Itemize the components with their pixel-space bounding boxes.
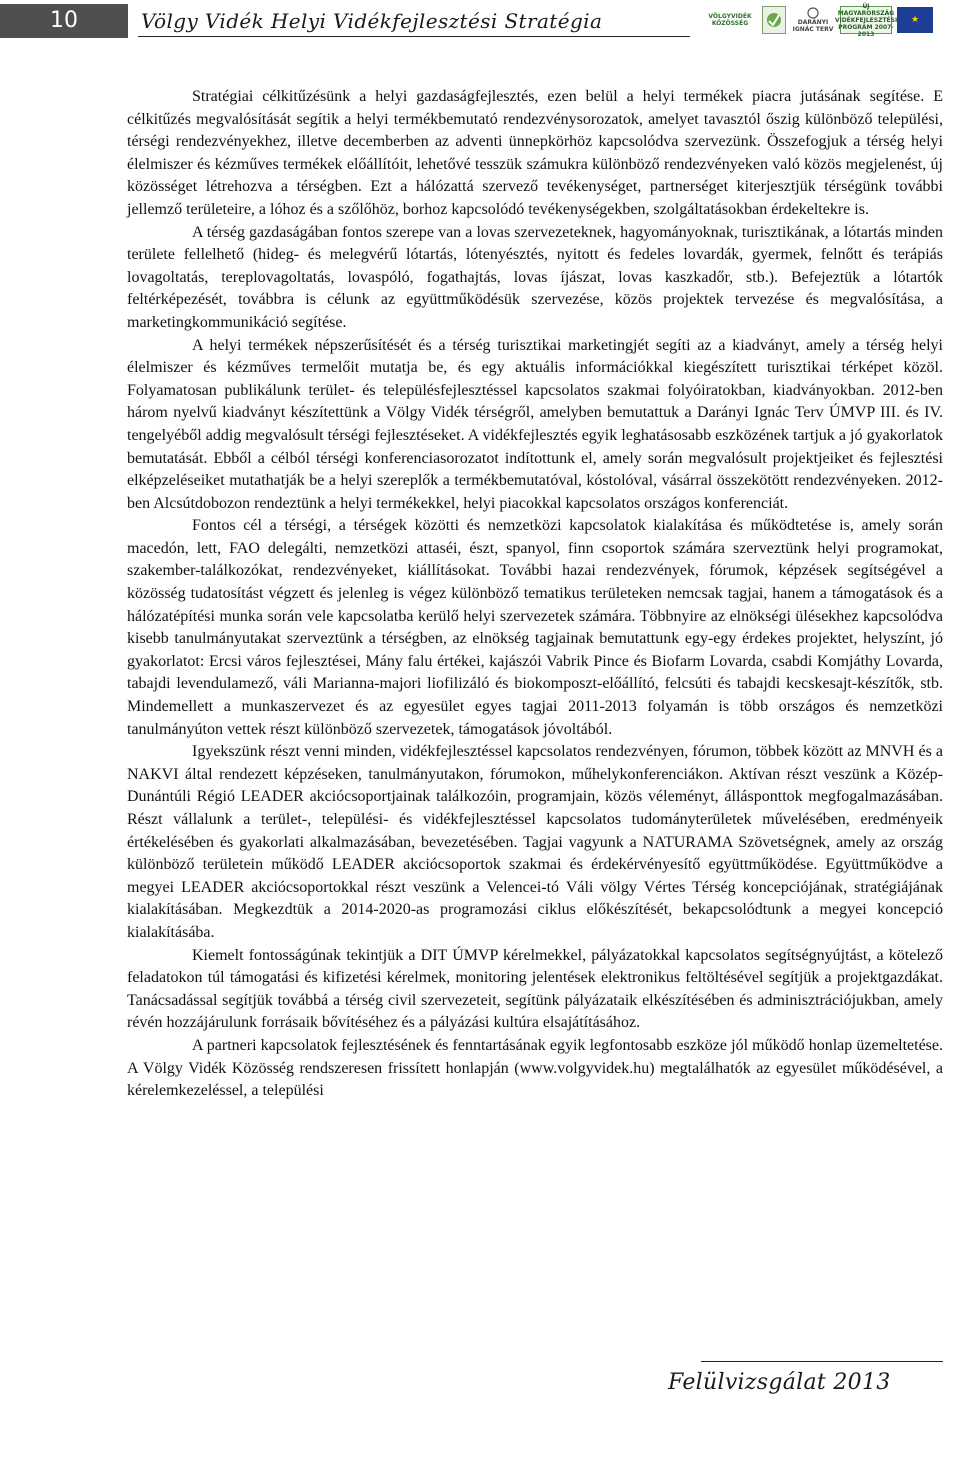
header-divider xyxy=(138,36,690,37)
uj-magyarorszag-logo: ÚJ MAGYARORSZÁG VIDÉKFEJLESZTÉSI PROGRAM 2007-2013 xyxy=(834,2,898,38)
paragraph: Fontos cél a térségi, a térségek közötti és nemzetközi kapcsolatok kialakítása és működtetése is, amely során macedón, lett, FAO delegálti, nemzetközi attaséi, észt, spanyol, finn csoportok számára szerveztünk helyi programokat, szakember-találkozókat, rendezvényeket, kiállításokat. További hazai rendezvények, fórumok, képzések segítségével a közösség tudatosítást végzett és jelenleg is végez különböző tematikus területeken nemcsak tagjai, hanem a támogatások és a hálózatépítési munka során vele kapcsolatba kerülő helyi szervezetek számára. Többnyire az elnökségi ülésekhez kapcsolódva kisebb tanulmányutakat szerveztünk a térségben, az elnökség tagjainak bemutattunk egy-egy érdekes projektet, helyszínt, jó gyakorlatot: Ercsi város fejlesztései, Mány falu értékei, kajászói Vabrik Pince és Biofarm Lovarda, csabdi Komjáthy Lovarda, tabajdi levendulamező, váli Marianna-majori liofilizáló és biokomposzt-előállító, felcsúti és tabajdi kecskesajt-készítők, stb. Mindemellett a munkaszervezet és az egyesület egyes tagjai 2011-2013 folyamán is több országos és nemzetközi tanulmányúton vettek részt különböző szervezetek, támogatások jóvoltából. xyxy=(127,517,943,738)
eu-flag-icon: ★ xyxy=(897,7,933,33)
footer-label: Felülvizsgálat 2013 xyxy=(668,1370,891,1395)
body-text xyxy=(127,86,943,1103)
volgyvidek-logo: VÖLGYVIDÉK KÖZÖSSÉG xyxy=(708,13,752,27)
daranyi-logo-text: DARÁNYI IGNÁC TERV xyxy=(792,19,834,33)
paragraph: A térség gazdaságában fontos szerepe van a lovas szervezeteknek, hagyományoknak, turisztikának, a lótartás minden területe fellelhető (hideg- és melegvérű lótartás, lótenyésztés, nyitott és fedeles lovardák, gyermek, felnőtt és terápiás lovagoltatás, tereplovagoltatás, lovaspóló, fogathajtás, lovas íjászat, lovas kaszkadőr, stb.). Befejeztük a lótartók feltérképezését, továbbra is célunk az együttműködésük szervezése, közös projektek tervezése és megvalósítása, a marketingkommunikáció segítése. xyxy=(127,223,943,331)
paragraph: A helyi termékek népszerűsítését és a térség turisztikai marketingjét segíti az a kiadványt, amely a térség helyi élelmiszer és kézműves termelőit mutatja be, és egy aktuális információkkal kiegészített turisztikai térképet közöl. Folyamatosan publikálunk terület- és településfejlesztéssel kapcsolatos szakmai folyóiratokban, kiadványokban. 2012-ben három nyelvű kiadványt készítettünk a Völgy Vidék térségről, amelyben bemutattuk a Darányi Ignác Terv ÚMVP III. és IV. tengelyéből addig megvalósult térségi fejlesztéseket. A vidékfejlesztés egyik leghatásosabb eszközének tartjuk a jó gyakorlatok bemutatását. Ebből a célból térségi konferenciasorozatot indítottunk el, amely során megvalósult projektjeiket és fejlesztési elképzeléseiket mutathatják be a helyi szereplők a termékbemutatóval, kóstolóval, vásárral összekötött rendezvényeken. 2012-ben Alcsútdobozon rendeztünk a helyi termékekkel, helyi piacokkal kapcsolatos országos konferenciát. xyxy=(127,336,943,512)
document-title: Völgy Vidék Helyi Vidékfejlesztési Stratégia xyxy=(141,9,603,33)
logo-strip xyxy=(703,2,933,38)
paragraph: Stratégiai célkitűzésünk a helyi gazdaságfejlesztés, ezen belül a helyi termékek piacra jutásának segítése. E célkitűzés megvalósítását segítik a helyi termékbemutató rendezvénysorozatok, amelyet tavasztól őszig különböző települési, térségi rendezvényekhez, illetve decemberben az adventi ünnepkörhöz kapcsolódva szervezünk. Összefogjuk a térség helyi élelmiszer és kézműves termékek előállítóit, lehetővé tesszük számukra különböző rendezvényeken való közös megjelenést, új közösséget létrehozva a térségben. Ezt a hálózattá szervező tevékenységet, partnerséget kiterjesztjük térségünk további jellemző területeire, a lóhoz és a szőlőhöz, borhoz kapcsolódó tevékenységekben, szolgáltatásokban érdekeltekre is. xyxy=(127,88,943,218)
page-header xyxy=(0,0,960,44)
leader-logo xyxy=(762,6,786,34)
daranyi-ignac-terv-logo xyxy=(791,7,835,33)
paragraph: Kiemelt fontosságúnak tekintjük a DIT ÚMVP kérelmekkel, pályázatokkal kapcsolatos segítségnyújtást, a kötelező feladatokon túl támogatási és kifizetési kérelmek, monitoring jelentések elektronikus feltöltésével segítjük a projektgazdákat. Tanácsadással segítjük továbbá a térség civil szervezeteit, segítünk pályázataik elkészítésében és adminisztrációjukban, amely révén hozzájárulunk forrásaik bővítéséhez és a pályázási kultúra elsajátításához. xyxy=(127,946,943,1032)
page-number: 10 xyxy=(0,4,128,38)
paragraph: Igyekszünk részt venni minden, vidékfejlesztéssel kapcsolatos rendezvényen, fórumon, többek között az MNVH és a NAKVI által rendezett képzéseken, tanulmányutakon, fórumokon, műhelykonferenciákon. Aktívan részt veszünk a Közép-Dunántúli Régió LEADER akciócsoportjainak találkozóin, programjain, közös véleményt, állásponttok megfogalmazásában. Részt vállalunk a terület-, települési- és vidékfejlesztéssel kapcsolatos tudományterületek művelésében, eredményeik értékelésében és gyakorlati alkalmazásában, bevezetésében. Tagjai vagyunk a NATURAMA Szövetségnek, amely az ország különböző területein működő LEADER akciócsoportok szakmai és érdekérvényesítő együttműködése. Együttműködve a megyei LEADER akciócsoportokkal részt veszünk a Velencei-tó Váli völgy Vértes Térség koncepciójának, stratégiájának kialakításában. Megkezdtük a 2014-2020-as programozási ciklus előkészítését, bekapcsolódtunk a megyei koncepció kialakításába. xyxy=(127,743,943,941)
paragraph: A partneri kapcsolatok fejlesztésének és fenntartásának egyik legfontosabb eszköze jól működő honlap üzemeltetése. A Völgy Vidék Közösség rendszeresen frissített honlapján (www.volgyvidek.hu) megtalálhatók az egyesület működésével, a kérelemkezeléssel, a települési xyxy=(127,1036,943,1100)
footer-divider xyxy=(701,1361,943,1362)
